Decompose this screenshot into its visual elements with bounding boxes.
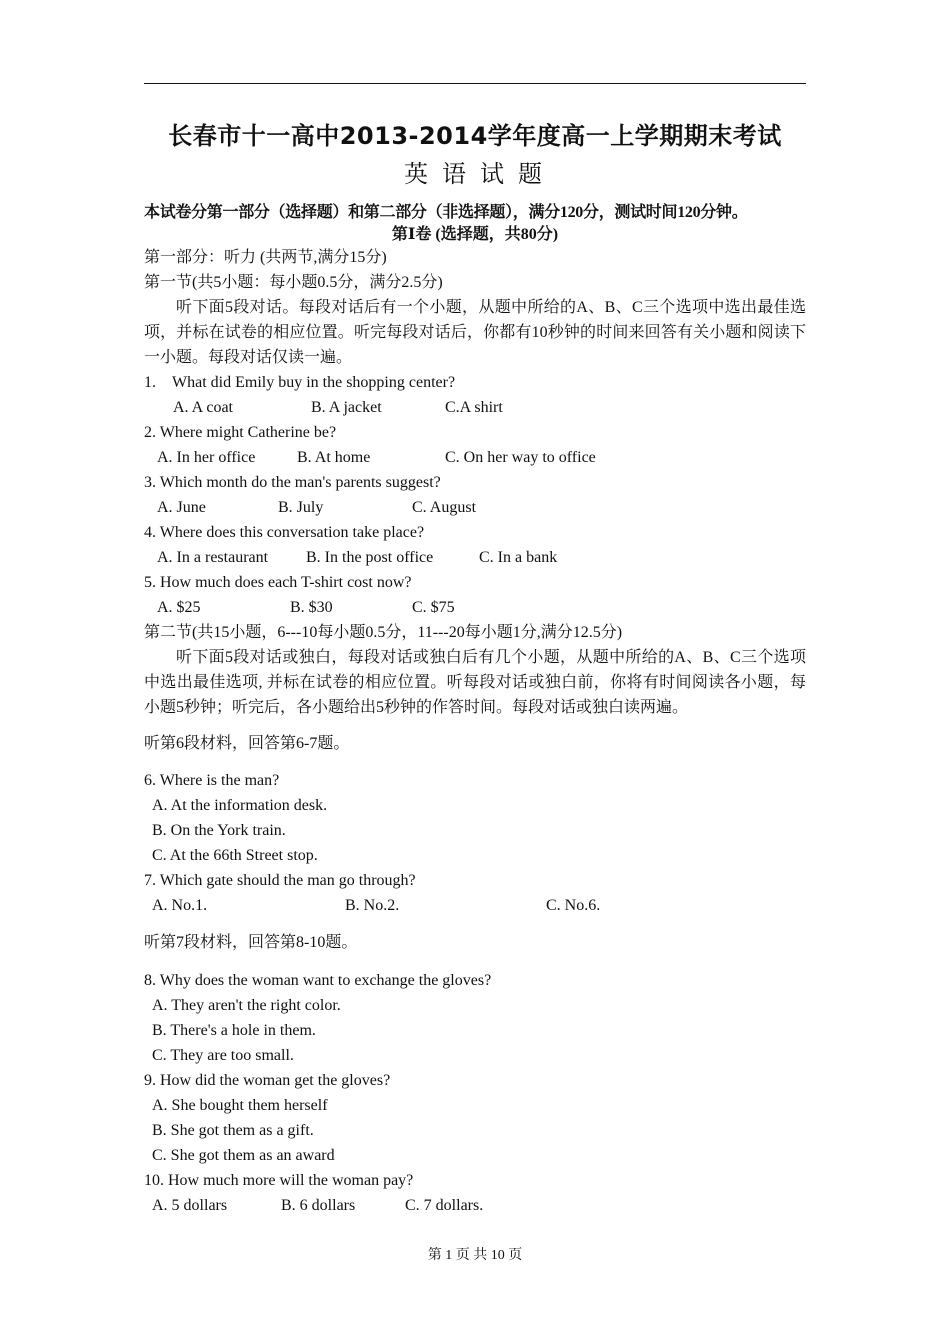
header-rule — [144, 83, 806, 84]
option-c: C. In a bank — [479, 549, 558, 566]
page-footer: 第 1 页 共 10 页 — [427, 1248, 523, 1263]
option-a: A. A coat — [173, 399, 233, 416]
option-b: B. A jacket — [311, 399, 382, 416]
option-c: C.A shirt — [445, 399, 503, 416]
question-9: 9. How did the woman get the gloves? — [144, 1072, 391, 1089]
question-9-option-a: A. She bought them herself — [152, 1097, 328, 1114]
option-c: C. 7 dollars. — [405, 1197, 484, 1214]
part1-heading: 第一部分：听力 (共两节,满分15分) — [144, 249, 387, 266]
question-3: 3. Which month do the man's parents suggest? — [144, 474, 441, 491]
option-c: C. August — [412, 499, 477, 516]
material-7-heading: 听第7段材料，回答第8-10题。 — [144, 934, 358, 951]
option-a: A. In a restaurant — [157, 549, 269, 566]
option-b: B. In the post office — [306, 549, 434, 566]
question-5: 5. How much does each T-shirt cost now? — [144, 574, 412, 591]
section2-directions: 听下面5段对话或独白，每段对话或独白后有几个小题，从题中所给的A、B、C三个选项中选出最佳选项, 并标在试卷的相应位置。听每段对话或独白前，你将有时间阅读各小题，每小题5秒钟；听完后，各小题给出5秒钟的作答时间。每段对话或独白读两遍。 — [144, 649, 806, 716]
question-6: 6. Where is the man? — [144, 772, 280, 789]
option-a: A. June — [157, 499, 206, 516]
question-10: 10. How much more will the woman pay? — [144, 1172, 414, 1189]
option-b: B. $30 — [290, 599, 333, 616]
option-a: A. In her office — [157, 449, 256, 466]
option-b: B. 6 dollars — [281, 1197, 356, 1214]
question-8-option-c: C. They are too small. — [152, 1047, 294, 1064]
question-6-option-a: A. At the information desk. — [152, 797, 328, 814]
question-6-option-c: C. At the 66th Street stop. — [152, 847, 318, 864]
question-9-option-c: C. She got them as an award — [152, 1147, 335, 1164]
question-9-option-b: B. She got them as a gift. — [152, 1122, 314, 1139]
section2-heading: 第二节(共15小题，6---10每小题0.5分，11---20每小题1分,满分12.5分) — [144, 624, 623, 641]
section1-directions: 听下面5段对话。每段对话后有一个小题，从题中所给的A、B、C三个选项中选出最佳选项，并标在试卷的相应位置。听完每段对话后，你都有10秒钟的时间来回答有关小题和阅读下一小题。每段对话仅读一遍。 — [144, 299, 806, 366]
question-4: 4. Where does this conversation take place? — [144, 524, 425, 541]
question-7: 7. Which gate should the man go through? — [144, 872, 416, 889]
volume-heading: 第Ⅰ卷 (选择题，共80分) — [391, 226, 559, 243]
option-c: C. On her way to office — [445, 449, 596, 466]
material-6-heading: 听第6段材料，回答第6-7题。 — [144, 735, 350, 752]
section1-heading: 第一节(共5小题：每小题0.5分，满分2.5分) — [144, 274, 443, 291]
option-a: A. 5 dollars — [152, 1197, 228, 1214]
question-8: 8. Why does the woman want to exchange the gloves? — [144, 972, 492, 989]
question-8-option-b: B. There's a hole in them. — [152, 1022, 316, 1039]
option-a: A. $25 — [157, 599, 201, 616]
exam-instructions: 本试卷分第一部分（选择题）和第二部分（非选择题），满分120分，测试时间120分钟。 — [144, 204, 748, 221]
question-1: 1. What did Emily buy in the shopping center? — [144, 374, 456, 391]
option-c: C. $75 — [412, 599, 455, 616]
question-2: 2. Where might Catherine be? — [144, 424, 337, 441]
question-6-option-b: B. On the York train. — [152, 822, 286, 839]
option-a: A. No.1. — [152, 897, 208, 914]
page-title: 长春市十一高中2013-2014学年度高一上学期期末考试 — [168, 122, 782, 150]
page-subtitle: 英 语 试 题 — [404, 162, 546, 188]
question-8-option-a: A. They aren't the right color. — [152, 997, 341, 1014]
option-b: B. July — [278, 499, 324, 516]
option-b: B. No.2. — [345, 897, 400, 914]
option-b: B. At home — [297, 449, 371, 466]
option-c: C. No.6. — [546, 897, 601, 914]
